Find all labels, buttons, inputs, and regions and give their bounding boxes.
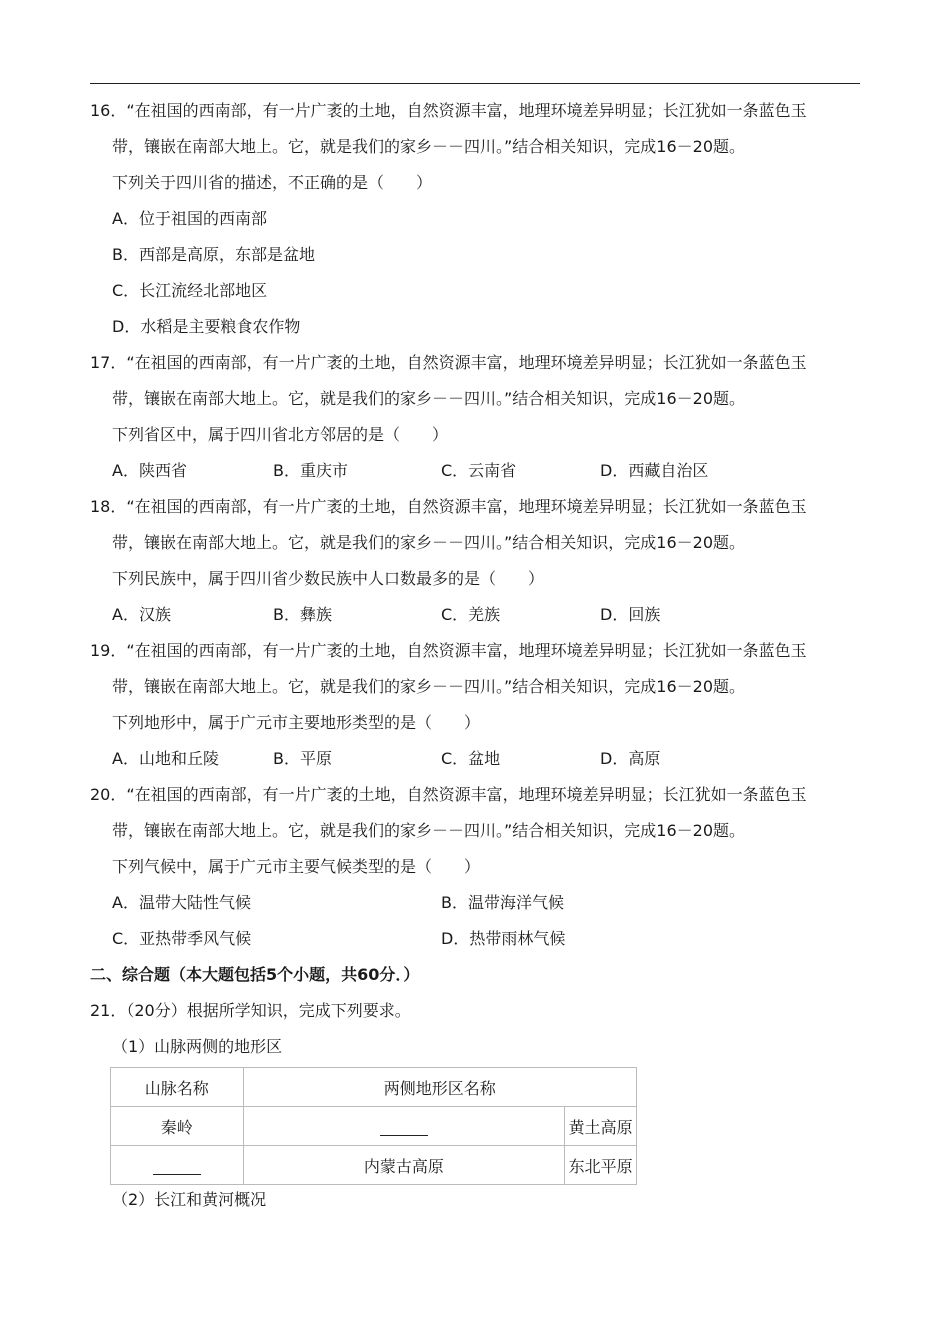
cell-terrain-1: 黄土高原 — [565, 1107, 637, 1146]
answer-blank[interactable] — [380, 1117, 428, 1136]
q19-stem: 下列地形中，属于广元市主要地形类型的是（ ） — [112, 713, 481, 732]
q20-line2: 带，镶嵌在南部大地上。它，就是我们的家乡－－四川。”结合相关知识，完成16－20题。 — [112, 821, 746, 840]
question-21 — [90, 993, 865, 1215]
q17-option-d[interactable]: D．西藏自治区 — [600, 461, 709, 480]
q17-option-c[interactable]: C．云南省 — [441, 461, 517, 480]
terrain-table — [110, 1067, 637, 1185]
cell-terrain-2: 内蒙古高原 — [243, 1146, 565, 1185]
section-2-title: 二、综合题（本大题包括5个小题，共60分．） — [90, 965, 420, 984]
q16-line2: 带，镶嵌在南部大地上。它，就是我们的家乡－－四川。”结合相关知识，完成16－20题。 — [112, 137, 746, 156]
question-16 — [90, 93, 865, 345]
question-17 — [90, 345, 865, 489]
q17-stem: 下列省区中，属于四川省北方邻居的是（ ） — [112, 425, 449, 444]
q17-option-a[interactable]: A．陕西省 — [112, 461, 187, 480]
q19-options — [90, 741, 865, 777]
q19-option-b[interactable]: B．平原 — [273, 749, 332, 768]
q18-option-a[interactable]: A．汉族 — [112, 605, 171, 624]
question-19 — [90, 633, 865, 777]
q20-option-b[interactable]: B．温带海洋气候 — [441, 893, 564, 912]
q17-options — [90, 453, 865, 489]
q19-option-c[interactable]: C．盆地 — [441, 749, 501, 768]
q20-options-row1 — [90, 885, 865, 921]
table-header-mountain: 山脉名称 — [111, 1068, 244, 1107]
q19-option-a[interactable]: A．山地和丘陵 — [112, 749, 219, 768]
q20-line1: 20．“在祖国的西南部，有一片广袤的土地，自然资源丰富，地理环境差异明显；长江犹如一条蓝色玉 — [90, 785, 807, 804]
terrain-table-wrap — [110, 1067, 865, 1185]
q19-line2: 带，镶嵌在南部大地上。它，就是我们的家乡－－四川。”结合相关知识，完成16－20题。 — [112, 677, 746, 696]
exam-page — [90, 93, 865, 1215]
table-header-terrain: 两侧地形区名称 — [243, 1068, 636, 1107]
q21-sub1: （1）山脉两侧的地形区 — [112, 1037, 283, 1056]
table-row — [111, 1068, 637, 1107]
q17-option-b[interactable]: B．重庆市 — [273, 461, 348, 480]
q19-line1: 19．“在祖国的西南部，有一片广袤的土地，自然资源丰富，地理环境差异明显；长江犹如一条蓝色玉 — [90, 641, 807, 660]
table-row — [111, 1107, 637, 1146]
cell-blank-terrain[interactable] — [243, 1107, 565, 1146]
q16-stem: 下列关于四川省的描述，不正确的是（ ） — [112, 173, 433, 192]
q18-option-b[interactable]: B．彝族 — [273, 605, 332, 624]
q20-option-c[interactable]: C．亚热带季风气候 — [112, 929, 252, 948]
cell-mountain-1: 秦岭 — [111, 1107, 244, 1146]
q17-line1: 17．“在祖国的西南部，有一片广袤的土地，自然资源丰富，地理环境差异明显；长江犹如一条蓝色玉 — [90, 353, 807, 372]
cell-terrain-3: 东北平原 — [565, 1146, 637, 1185]
q18-option-d[interactable]: D．回族 — [600, 605, 661, 624]
answer-blank[interactable] — [153, 1156, 201, 1175]
q18-line2: 带，镶嵌在南部大地上。它，就是我们的家乡－－四川。”结合相关知识，完成16－20题。 — [112, 533, 746, 552]
q20-stem: 下列气候中，属于广元市主要气候类型的是（ ） — [112, 857, 481, 876]
q18-option-c[interactable]: C．羌族 — [441, 605, 501, 624]
q18-line1: 18．“在祖国的西南部，有一片广袤的土地，自然资源丰富，地理环境差异明显；长江犹如一条蓝色玉 — [90, 497, 807, 516]
q19-option-d[interactable]: D．高原 — [600, 749, 661, 768]
q16-option-a[interactable]: A．位于祖国的西南部 — [112, 209, 267, 228]
q16-option-d[interactable]: D．水稻是主要粮食农作物 — [112, 317, 301, 336]
q16-option-b[interactable]: B．西部是高原，东部是盆地 — [112, 245, 315, 264]
q21-line1: 21．（20分）根据所学知识，完成下列要求。 — [90, 1001, 411, 1020]
q17-line2: 带，镶嵌在南部大地上。它，就是我们的家乡－－四川。”结合相关知识，完成16－20题。 — [112, 389, 746, 408]
question-18 — [90, 489, 865, 633]
q20-option-a[interactable]: A．温带大陆性气候 — [112, 893, 251, 912]
q16-line1: 16．“在祖国的西南部，有一片广袤的土地，自然资源丰富，地理环境差异明显；长江犹如一条蓝色玉 — [90, 101, 807, 120]
q20-option-d[interactable]: D．热带雨林气候 — [441, 929, 566, 948]
q18-stem: 下列民族中，属于四川省少数民族中人口数最多的是（ ） — [112, 569, 545, 588]
cell-blank-mountain[interactable] — [111, 1146, 244, 1185]
q21-sub2: （2）长江和黄河概况 — [112, 1190, 267, 1209]
table-row — [111, 1146, 637, 1185]
header-rule — [90, 83, 860, 84]
q18-options — [90, 597, 865, 633]
question-20 — [90, 777, 865, 957]
q20-options-row2 — [90, 921, 865, 957]
q16-option-c[interactable]: C．长江流经北部地区 — [112, 281, 268, 300]
